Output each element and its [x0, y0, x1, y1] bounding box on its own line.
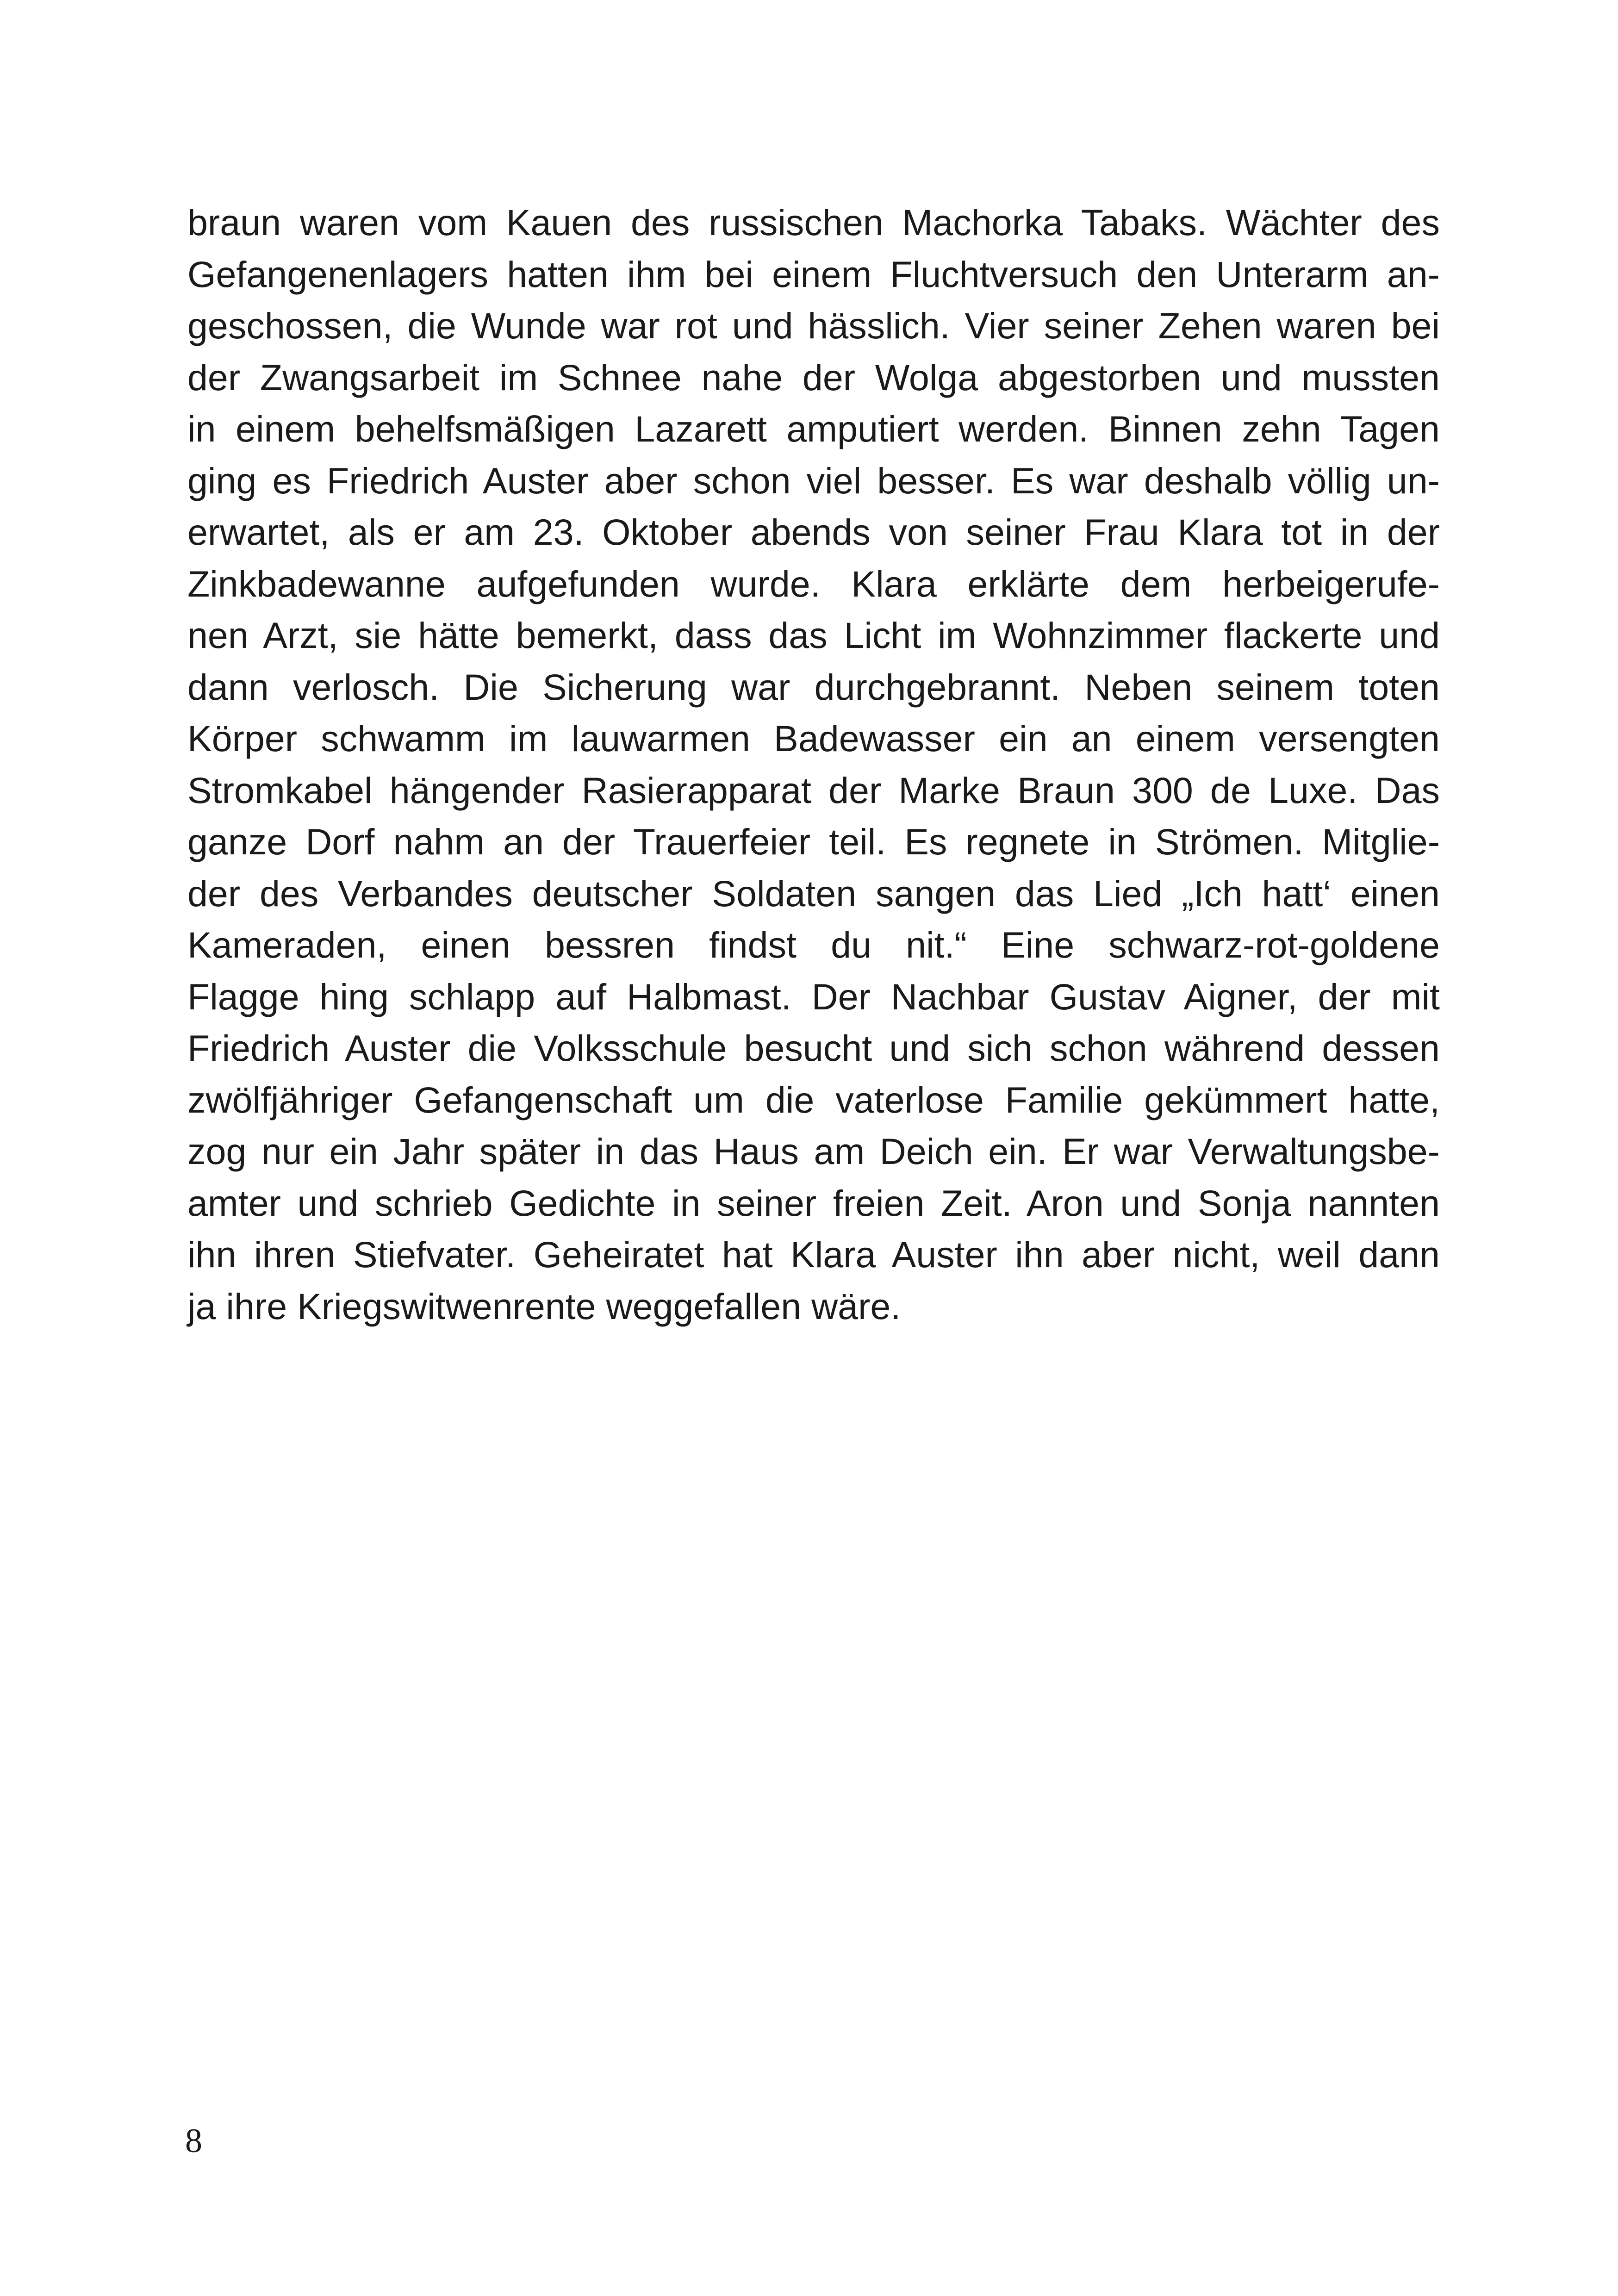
- text-line: dann verlosch. Die Sicherung war durchgebrannt. Neben seinem toten: [187, 666, 1440, 708]
- text-line: ganze Dorf nahm an der Trauerfeier teil. Es regnete in Strömen. Mitglie-: [187, 821, 1440, 862]
- text-line: Gefangenenlagers hatten ihm bei einem Fluchtversuch den Unterarm an-: [187, 253, 1440, 295]
- text-line: Zinkbadewanne aufgefunden wurde. Klara erklärte dem herbeigerufe-: [187, 563, 1440, 604]
- text-line: der Zwangsarbeit im Schnee nahe der Wolga abgestorben und mussten: [187, 356, 1440, 398]
- text-line: braun waren vom Kauen des russischen Machorka Tabaks. Wächter des: [187, 202, 1440, 243]
- text-line: Kameraden, einen bessren findst du nit.“ Eine schwarz-rot-goldene: [187, 924, 1440, 965]
- text-line: ja ihre Kriegswitwenrente weggefallen wäre.: [187, 1285, 901, 1327]
- text-line: erwartet, als er am 23. Oktober abends von seiner Frau Klara tot in der: [187, 511, 1440, 553]
- text-line: geschossen, die Wunde war rot und hässlich. Vier seiner Zehen waren bei: [187, 305, 1440, 346]
- text-line: nen Arzt, sie hätte bemerkt, dass das Licht im Wohnzimmer flackerte und: [187, 615, 1440, 656]
- page-number: 8: [185, 2122, 202, 2160]
- text-line: der des Verbandes deutscher Soldaten sangen das Lied „Ich hatt‘ einen: [187, 872, 1440, 914]
- text-line: Körper schwamm im lauwarmen Badewasser ein an einem versengten: [187, 718, 1440, 759]
- text-line: ging es Friedrich Auster aber schon viel besser. Es war deshalb völlig un-: [187, 460, 1440, 501]
- body-text: [187, 197, 1440, 1332]
- text-line: amter und schrieb Gedichte in seiner freien Zeit. Aron und Sonja nannten: [187, 1182, 1440, 1224]
- text-line: Friedrich Auster die Volksschule besucht und sich schon während dessen: [187, 1027, 1440, 1069]
- text-line: Flagge hing schlapp auf Halbmast. Der Nachbar Gustav Aigner, der mit: [187, 976, 1440, 1017]
- text-line: ihn ihren Stiefvater. Geheiratet hat Klara Auster ihn aber nicht, weil dann: [187, 1234, 1440, 1275]
- text-line: in einem behelfsmäßigen Lazarett amputiert werden. Binnen zehn Tagen: [187, 408, 1440, 449]
- text-line: zwölfjähriger Gefangenschaft um die vaterlose Familie gekümmert hatte,: [187, 1079, 1440, 1120]
- text-line: zog nur ein Jahr später in das Haus am Deich ein. Er war Verwaltungsbe-: [187, 1131, 1440, 1172]
- text-line: Stromkabel hängender Rasierapparat der Marke Braun 300 de Luxe. Das: [187, 769, 1440, 811]
